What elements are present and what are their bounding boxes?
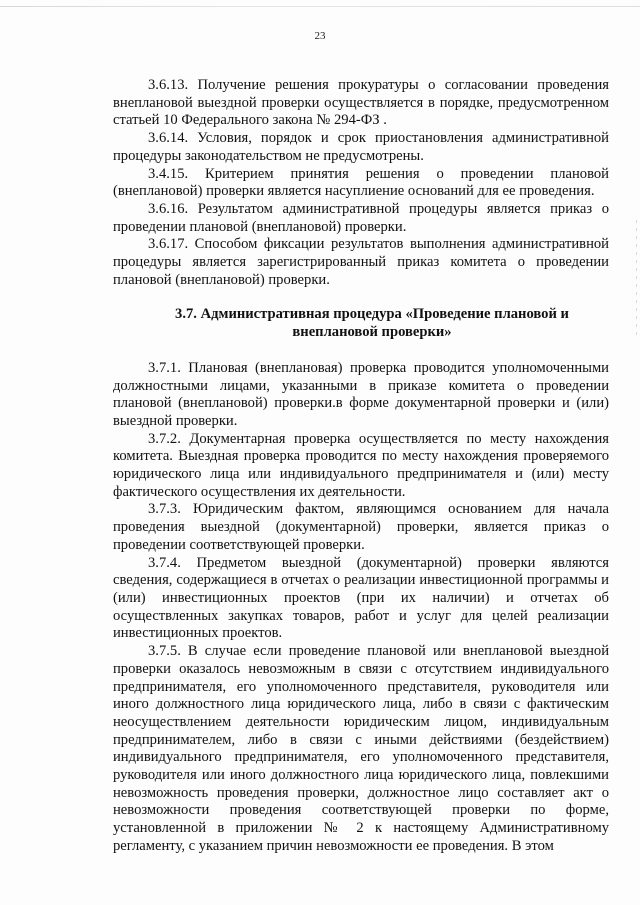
section-heading-line-1: 3.7. Административная процедура «Проведение плановой и [175,306,569,323]
paragraph-3-7-5: 3.7.5. В случае если проведение плановой или внеплановой выездной проверки оказалось невозможным в связи с отсутствием индивидуального предпринимателя, его уполномоченного представителя, руководителя или иного должностного лица юридического лица, либо в связи с фактическим неосуществлением деятельности юридическим лицом, индивидуальным предпринимателем, либо в связи с иными действиями (бездействием) индивидуального предпринимателя, его уполномоченного представителя, руководителя или иного должностного лица юридического лица, повлекшими невозможность проведения проверки, должностное лицо составляет акт о невозможности проведения соответствующей проверки по форме, установленной в приложении № 2 к настоящему Административному регламенту, с указанием причин невозможности ее проведения. В этом [113,643,609,854]
section-heading-line-2: внеплановой проверки» [292,324,452,341]
paragraph-3-6-14: 3.6.14. Условия, порядок и срок приостановления административной процедуры законодательством не предусмотрены. [113,130,609,164]
paragraph-3-7-2: 3.7.2. Документарная проверка осуществляется по месту нахождения комитета. Выездная проверка проводится по месту нахождения проверяемого юридического лица или индивидуального предпринимателя и (или) месту фактического осуществления их деятельности. [113,430,609,500]
scan-edge-line [0,6,640,7]
paragraph-3-6-16: 3.6.16. Результатом административной процедуры является приказ о проведении плановой (внеплановой) проверки. [113,200,609,235]
paragraph-3-4-15: 3.4.15. Критерием принятия решения о проведении плановой (внеплановой) проверки является насуплиение оснований для ее проведения. [113,165,609,200]
document-body [113,77,609,856]
scan-margin-mark [636,220,637,340]
section-heading [113,306,609,341]
paragraph-3-7-1: 3.7.1. Плановая (внеплановая) проверка проводится уполномоченными должностными лицами, указанными в приказе комитета о проведении плановой (внеплановой) проверки.в форме документарной проверки и (или) выездной проверки. [113,359,609,429]
page-number: 23 [314,30,326,42]
paragraph-3-7-3: 3.7.3. Юридическим фактом, являющимся основанием для начала проведения выездной (документарной) проверки, является приказ о проведении соответствующей проверки. [113,501,609,553]
paragraph-3-7-4: 3.7.4. Предметом выездной (документарной) проверки являются сведения, содержащиеся в отчетах о реализации инвестиционной программы и (или) инвестиционных проектов (при их наличии) и отчетах об осуществленных закупках товаров, работ и услуг для целей реализации инвестиционных проектов. [113,554,609,642]
paragraph-3-6-17: 3.6.17. Способом фиксации результатов выполнения административной процедуры является зарегистрированный приказ комитета о проведении плановой (внеплановой) проверки. [113,236,609,288]
paragraph-3-6-13: 3.6.13. Получение решения прокуратуры о согласовании проведения внеплановой выездной проверки осуществляется в порядке, предусмотренном статьей 10 Федерального закона № 294-ФЗ . [113,77,609,129]
